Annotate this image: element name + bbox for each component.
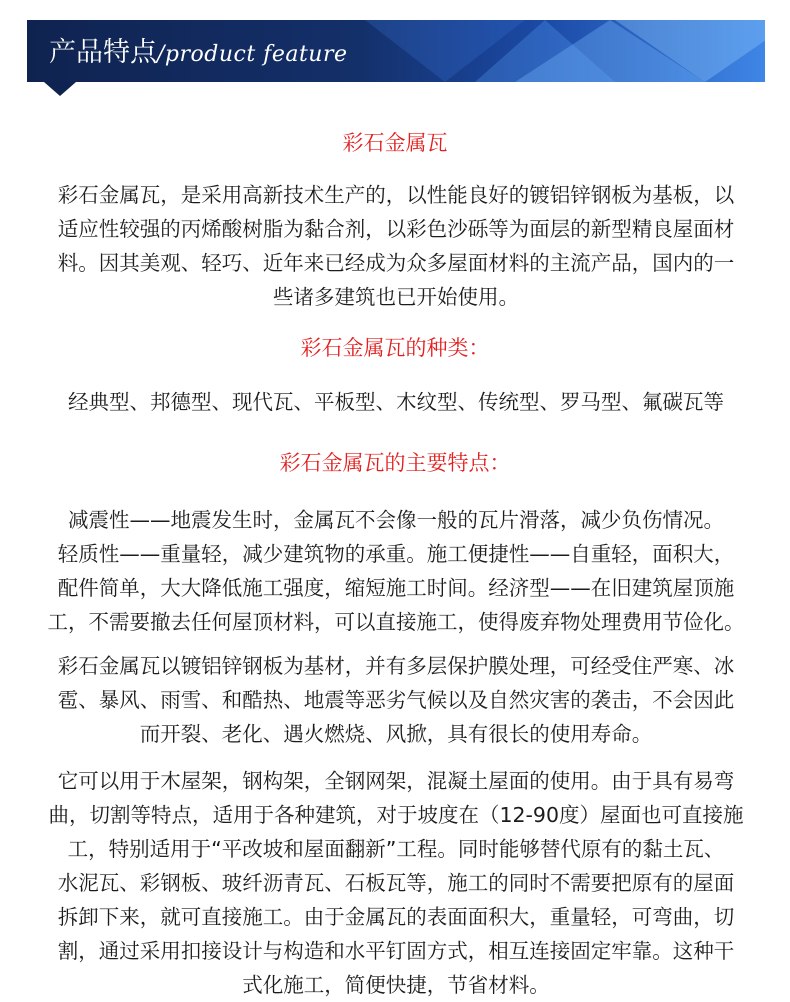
banner-title [49,33,348,73]
banner-pointer [44,82,76,96]
text-line: 割，通过采用扣接设计与构造和水平钉固方式，相互连接固定牢靠。这种干 [57,939,735,963]
text-line: 料。因其美观、轻巧、近年来已经成为众多屋面材料的主流产品，国内的一 [57,251,735,275]
text-line: 而开裂、老化、遇火燃烧、风掀，具有很长的使用寿命。 [139,722,653,746]
banner-separator: / [157,42,165,67]
text-line: 配件简单，大大降低施工强度，缩短施工时间。经济型——在旧建筑屋顶施 [57,576,735,600]
types-paragraph [16,385,776,419]
text-line: 经典型、邦德型、现代瓦、平板型、木纹型、传统型、罗马型、氟碳瓦等 [68,390,724,414]
text-line: 曲，切割等特点，适用于各种建筑，对于坡度在（12-90度）屋面也可直接施 [48,803,744,827]
text-line: 彩石金属瓦以镀铝锌钢板为基材，并有多层保护膜处理，可经受住严寒、冰 [57,654,735,678]
section-heading: 彩石金属瓦的主要特点： [279,451,511,475]
section-heading: 彩石金属瓦的种类： [300,336,490,360]
durability-paragraph [16,649,776,751]
intro-paragraph [16,178,776,314]
banner-decoration [615,20,765,82]
text-line: 它可以用于木屋架，钢构架，全钢网架，混凝土屋面的使用。由于具有易弯 [57,769,735,793]
text-line: 彩石金属瓦，是采用高新技术生产的，以性能良好的镀铝锌钢板为基板，以 [57,183,735,207]
features-paragraph [16,503,776,639]
text-line: 水泥瓦、彩钢板、玻纤沥青瓦、石板瓦等，施工的同时不需要把原有的屋面 [57,871,735,895]
text-line: 工，不需要撤去任何屋顶材料，可以直接施工，使得废弃物处理费用节俭化。 [47,610,745,634]
section-heading: 彩石金属瓦 [342,131,448,155]
text-line: 式化施工，简便快捷，节省材料。 [242,973,550,997]
text-line: 雹、暴风、雨雪、和酷热、地震等恶劣气候以及自然灾害的袭击，不会因此 [57,688,735,712]
text-line: 工，特别适用于“平改坡和屋面翻新”工程。同时能够替代原有的黏土瓦、 [67,837,725,861]
banner-title-en: product feature [164,42,348,67]
text-line: 拆卸下来，就可直接施工。由于金属瓦的表面面积大，重量轻，可弯曲，切 [57,905,735,929]
text-line: 些诸多建筑也已开始使用。 [273,285,519,309]
text-line: 减震性——地震发生时，金属瓦不会像一般的瓦片滑落，减少负伤情况。 [68,508,724,532]
application-paragraph [16,764,776,1002]
text-line: 轻质性——重量轻，减少建筑物的承重。施工便捷性——自重轻，面积大， [57,542,735,566]
banner-title-cn: 产品特点 [49,37,157,68]
text-line: 适应性较强的丙烯酸树脂为黏合剂，以彩色沙砾等为面层的新型精良屋面材 [57,217,735,241]
